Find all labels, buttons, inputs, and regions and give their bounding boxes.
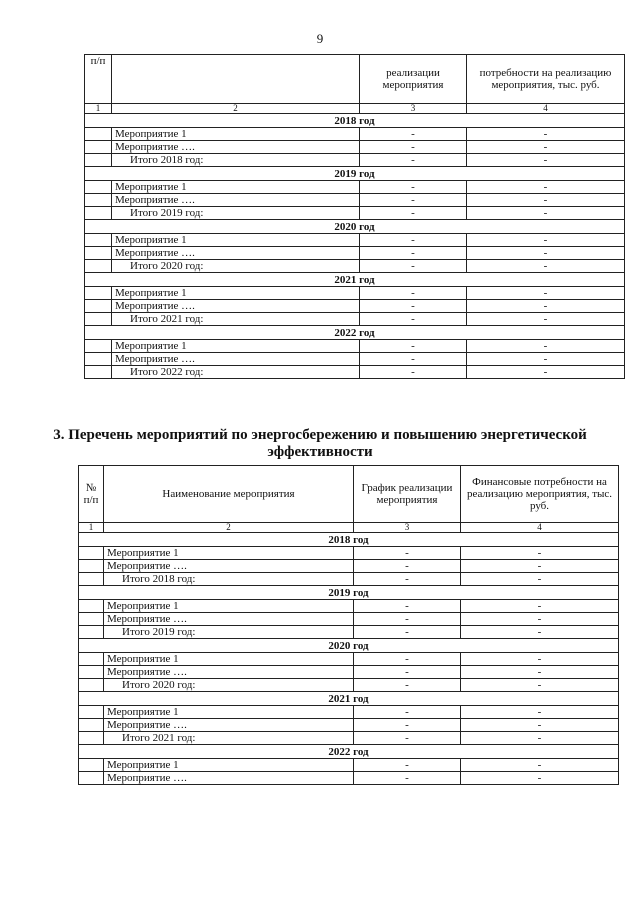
schedule-cell: - [354, 573, 461, 586]
table-row [79, 666, 619, 679]
number-cell [79, 719, 104, 732]
year-row [85, 326, 625, 340]
schedule-cell: - [360, 128, 467, 141]
total-label: Итого 2019 год: [104, 626, 354, 639]
activity-name: Мероприятие …. [112, 194, 360, 207]
activity-name: Мероприятие 1 [104, 600, 354, 613]
schedule-cell: - [354, 547, 461, 560]
schedule-cell: - [354, 772, 461, 785]
finance-cell: - [467, 260, 625, 273]
finance-cell: - [467, 366, 625, 379]
table-row [79, 759, 619, 772]
finance-cell: - [461, 573, 619, 586]
number-cell [85, 128, 112, 141]
finance-cell: - [467, 353, 625, 366]
total-label: Итого 2018 год: [104, 573, 354, 586]
finance-cell: - [461, 560, 619, 573]
finance-cell: - [467, 340, 625, 353]
schedule-cell: - [354, 759, 461, 772]
finance-cell: - [467, 287, 625, 300]
activity-name: Мероприятие …. [112, 141, 360, 154]
schedule-cell: - [354, 732, 461, 745]
activity-name: Мероприятие …. [112, 300, 360, 313]
index-row [79, 523, 619, 533]
year-label: 2020 год [85, 220, 625, 234]
number-cell [85, 300, 112, 313]
number-cell [85, 340, 112, 353]
schedule-cell: - [354, 600, 461, 613]
schedule-cell: - [360, 181, 467, 194]
schedule-cell: - [354, 706, 461, 719]
table-row [79, 706, 619, 719]
finance-cell: - [467, 234, 625, 247]
schedule-cell: - [354, 666, 461, 679]
number-cell [79, 653, 104, 666]
activity-name: Мероприятие 1 [112, 128, 360, 141]
number-cell [85, 194, 112, 207]
schedule-cell: - [360, 287, 467, 300]
index-cell: 4 [461, 523, 619, 533]
year-label: 2022 год [85, 326, 625, 340]
header-col-number: № п/п [79, 466, 104, 523]
schedule-cell: - [354, 653, 461, 666]
header-col-finance: Финансовые потребности на реализацию мероприятия, тыс. руб. [461, 466, 619, 523]
number-cell [79, 613, 104, 626]
total-row [79, 573, 619, 586]
index-cell: 3 [360, 104, 467, 114]
number-cell [85, 141, 112, 154]
number-cell [85, 260, 112, 273]
schedule-cell: - [360, 340, 467, 353]
number-cell [79, 626, 104, 639]
year-label: 2021 год [79, 692, 619, 706]
total-row [79, 679, 619, 692]
table-2-body [79, 466, 619, 785]
header-col-finance: потребности на реализацию мероприятия, тыс. руб. [467, 55, 625, 104]
year-row [79, 639, 619, 653]
number-cell [79, 772, 104, 785]
total-row [85, 260, 625, 273]
table-row [79, 547, 619, 560]
year-label: 2019 год [85, 167, 625, 181]
schedule-cell: - [360, 313, 467, 326]
finance-cell: - [467, 154, 625, 167]
total-label: Итого 2022 год: [112, 366, 360, 379]
finance-cell: - [461, 600, 619, 613]
schedule-cell: - [360, 154, 467, 167]
activity-name: Мероприятие …. [104, 613, 354, 626]
number-cell [79, 547, 104, 560]
finance-cell: - [461, 759, 619, 772]
year-row [79, 745, 619, 759]
table-row [85, 141, 625, 154]
finance-cell: - [461, 653, 619, 666]
finance-cell: - [467, 247, 625, 260]
finance-cell: - [467, 128, 625, 141]
activity-name: Мероприятие 1 [112, 181, 360, 194]
total-label: Итого 2020 год: [112, 260, 360, 273]
year-label: 2018 год [85, 114, 625, 128]
number-cell [79, 666, 104, 679]
table-row [85, 194, 625, 207]
table-row [85, 287, 625, 300]
schedule-cell: - [354, 560, 461, 573]
schedule-cell: - [360, 194, 467, 207]
total-label: Итого 2019 год: [112, 207, 360, 220]
header-col-number: п/п [85, 55, 112, 104]
index-cell: 1 [79, 523, 104, 533]
finance-cell: - [461, 626, 619, 639]
finance-cell: - [461, 706, 619, 719]
table-row [85, 247, 625, 260]
finance-cell: - [467, 194, 625, 207]
number-cell [79, 706, 104, 719]
activity-name: Мероприятие …. [112, 353, 360, 366]
page-number: 9 [316, 31, 324, 46]
year-row [85, 167, 625, 181]
total-label: Итого 2021 год: [112, 313, 360, 326]
total-row [85, 313, 625, 326]
number-cell [85, 313, 112, 326]
year-label: 2021 год [85, 273, 625, 287]
index-cell: 2 [112, 104, 360, 114]
number-cell [85, 234, 112, 247]
finance-cell: - [461, 719, 619, 732]
total-row [79, 626, 619, 639]
schedule-cell: - [360, 260, 467, 273]
total-row [85, 207, 625, 220]
number-cell [85, 154, 112, 167]
number-cell [85, 181, 112, 194]
table-row [79, 600, 619, 613]
schedule-cell: - [360, 247, 467, 260]
number-cell [85, 353, 112, 366]
year-row [85, 220, 625, 234]
schedule-cell: - [360, 141, 467, 154]
finance-cell: - [461, 613, 619, 626]
number-cell [85, 366, 112, 379]
table-header-row [79, 466, 619, 523]
activity-name: Мероприятие 1 [112, 287, 360, 300]
index-cell: 2 [104, 523, 354, 533]
number-cell [79, 679, 104, 692]
schedule-cell: - [360, 207, 467, 220]
table-row [85, 300, 625, 313]
activity-name: Мероприятие …. [112, 247, 360, 260]
number-cell [85, 247, 112, 260]
schedule-cell: - [360, 366, 467, 379]
year-row [79, 533, 619, 547]
finance-cell: - [461, 732, 619, 745]
total-label: Итого 2018 год: [112, 154, 360, 167]
total-row [85, 154, 625, 167]
year-row [79, 692, 619, 706]
schedule-cell: - [354, 626, 461, 639]
header-col-schedule: реализации мероприятия [360, 55, 467, 104]
table-row [85, 181, 625, 194]
schedule-cell: - [354, 679, 461, 692]
table-2 [78, 465, 619, 785]
total-row [79, 732, 619, 745]
finance-cell: - [467, 300, 625, 313]
activity-name: Мероприятие 1 [104, 706, 354, 719]
schedule-cell: - [360, 353, 467, 366]
index-cell: 4 [467, 104, 625, 114]
schedule-cell: - [360, 234, 467, 247]
activity-name: Мероприятие …. [104, 666, 354, 679]
number-cell [79, 759, 104, 772]
finance-cell: - [461, 666, 619, 679]
table-row [85, 128, 625, 141]
year-label: 2022 год [79, 745, 619, 759]
finance-cell: - [461, 547, 619, 560]
table-row [79, 772, 619, 785]
schedule-cell: - [354, 613, 461, 626]
header-col-name [112, 55, 360, 104]
table-row [79, 613, 619, 626]
finance-cell: - [467, 207, 625, 220]
finance-cell: - [461, 679, 619, 692]
activity-name: Мероприятие …. [104, 719, 354, 732]
section-title: 3. Перечень мероприятий по энергосбережению и повышению энергетической эффективности [53, 427, 587, 460]
finance-cell: - [461, 772, 619, 785]
index-cell: 1 [85, 104, 112, 114]
index-cell: 3 [354, 523, 461, 533]
number-cell [85, 287, 112, 300]
table-row [79, 719, 619, 732]
year-row [85, 114, 625, 128]
table-row [85, 234, 625, 247]
year-row [79, 586, 619, 600]
table-row [85, 340, 625, 353]
index-row [85, 104, 625, 114]
year-label: 2019 год [79, 586, 619, 600]
activity-name: Мероприятие 1 [112, 234, 360, 247]
table-header-row [85, 55, 625, 104]
header-col-name: Наименование мероприятия [104, 466, 354, 523]
finance-cell: - [467, 313, 625, 326]
finance-cell: - [467, 141, 625, 154]
table-row [79, 560, 619, 573]
total-row [85, 366, 625, 379]
activity-name: Мероприятие 1 [104, 547, 354, 560]
schedule-cell: - [360, 300, 467, 313]
year-label: 2018 год [79, 533, 619, 547]
table-row [85, 353, 625, 366]
number-cell [79, 600, 104, 613]
activity-name: Мероприятие 1 [104, 653, 354, 666]
total-label: Итого 2021 год: [104, 732, 354, 745]
activity-name: Мероприятие 1 [104, 759, 354, 772]
table-1 [84, 54, 625, 379]
year-row [85, 273, 625, 287]
table-row [79, 653, 619, 666]
number-cell [79, 573, 104, 586]
total-label: Итого 2020 год: [104, 679, 354, 692]
activity-name: Мероприятие …. [104, 772, 354, 785]
table-1-body [85, 55, 625, 379]
header-col-schedule: График реализации мероприятия [354, 466, 461, 523]
year-label: 2020 год [79, 639, 619, 653]
finance-cell: - [467, 181, 625, 194]
activity-name: Мероприятие …. [104, 560, 354, 573]
number-cell [79, 560, 104, 573]
number-cell [79, 732, 104, 745]
schedule-cell: - [354, 719, 461, 732]
activity-name: Мероприятие 1 [112, 340, 360, 353]
number-cell [85, 207, 112, 220]
